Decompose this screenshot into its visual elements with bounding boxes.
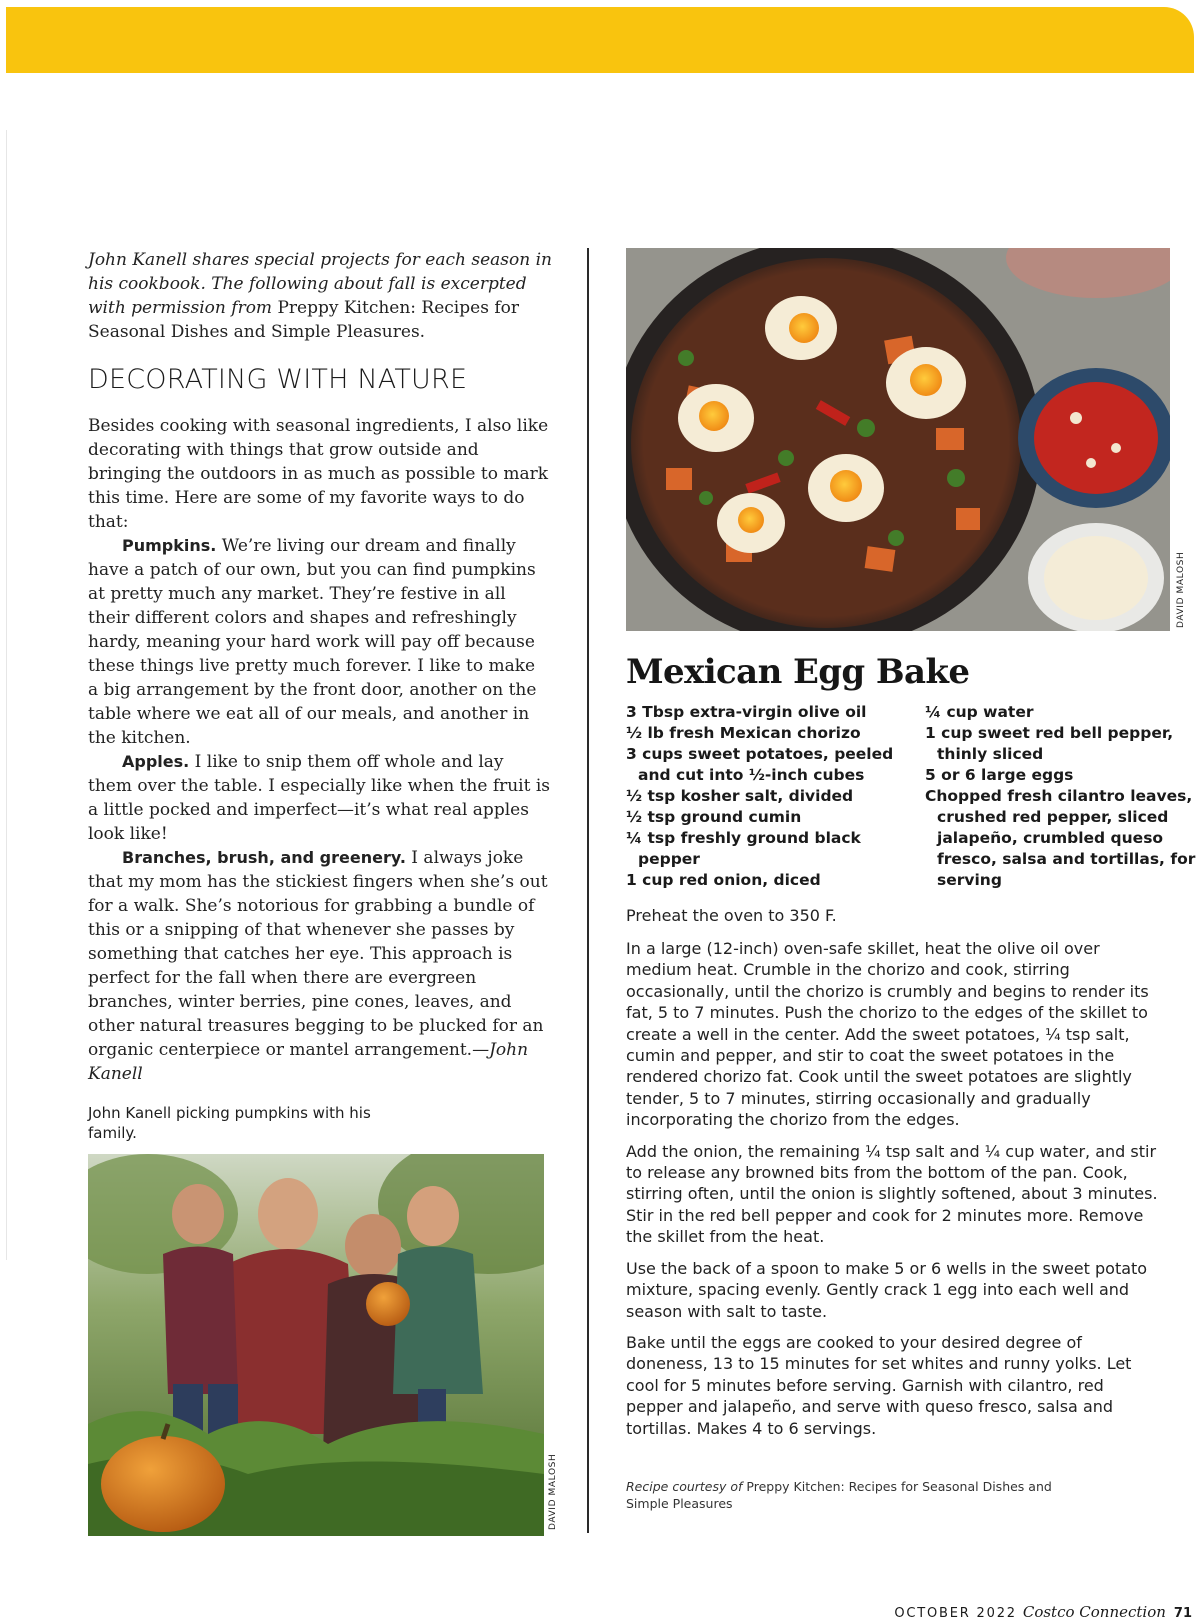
- ingredients-list-right: [925, 702, 1200, 891]
- apples-lead: Apples.: [122, 752, 190, 771]
- family-pumpkin-photo: [88, 1154, 544, 1536]
- photo-credit-food: DAVID MALOSH: [1176, 551, 1186, 628]
- recipe-step: In a large (12-inch) oven-safe skillet, heat the olive oil over medium heat. Crumble in the chorizo and cook, stirring occasionally, until the chorizo is crumbly and begins to render its fat, 5 to 7 minutes. Push the chorizo to the edges of the skillet to create a well in the center. Add the sweet potatoes, ¼ tsp salt, cumin and pepper, and stir to coat the sweet potatoes in the rendered chorizo fat. Cook until the sweet potatoes are slightly tender, 5 to 7 minutes, stirring occasionally and gradually incorporating the chorizo from the edges.: [626, 939, 1149, 1130]
- courtesy-prefix: Recipe courtesy of: [626, 1479, 747, 1494]
- body-paragraph-pumpkins: [88, 534, 550, 750]
- footer-magazine-name: Costco Connection: [1022, 1603, 1166, 1621]
- photo-caption: John Kanell picking pumpkins with his family.: [88, 1104, 371, 1142]
- ingredient-item: 1 cup red onion, diced: [626, 871, 821, 889]
- ingredient-item: ½ tsp kosher salt, divided: [626, 787, 854, 805]
- column-divider: [587, 248, 589, 1533]
- article-body: [88, 414, 550, 1086]
- page-footer: [792, 1603, 1192, 1621]
- intro-paragraph: [88, 248, 558, 344]
- ingredient-item: 1 cup sweet red bell pepper, thinly sliced: [925, 724, 1174, 763]
- ingredient-item: Chopped fresh cilantro leaves, crushed red pepper, sliced jalapeño, crumbled queso fresco, salsa and tortillas, for serving: [925, 787, 1196, 889]
- photo-credit-family: DAVID MALOSH: [548, 1453, 558, 1530]
- ingredient-item: 3 cups sweet potatoes, peeled and cut into ½-inch cubes: [626, 745, 894, 784]
- branches-lead: Branches, brush, and greenery.: [122, 848, 406, 867]
- ingredient-item: 5 or 6 large eggs: [925, 766, 1074, 784]
- section-title: DECORATING WITH NATURE: [88, 364, 468, 395]
- pumpkins-lead: Pumpkins.: [122, 536, 217, 555]
- apples-text: I like to snip them off whole and lay them over the table. I especially like when the fruit is a little pocked and imperfect—it’s what real apples look like!: [88, 752, 551, 844]
- egg-bake-photo: [626, 248, 1170, 631]
- preheat-instruction: Preheat the oven to 350 F.: [626, 906, 837, 925]
- recipe-step: Use the back of a spoon to make 5 or 6 wells in the sweet potato mixture, spacing evenly. Gently crack 1 egg into each well and season with salt to taste.: [626, 1258, 1148, 1321]
- ingredient-item: ¼ tsp freshly ground black pepper: [626, 829, 861, 868]
- branches-text: I always joke that my mom has the stickiest fingers when she’s out for a walk. She’s notorious for grabbing a bundle of this or a snipping of that whenever she passes by something that catches her eye. This approach is perfect for the fall when there are evergreen branches, winter berries, pine cones, leaves, and other natural treasures begging to be plucked for an organic centerpiece or mantel arrangement.: [88, 848, 548, 1060]
- body-paragraph-branches: [88, 846, 550, 1086]
- recipe-step: Bake until the eggs are cooked to your desired degree of doneness, 13 to 15 minutes for set whites and runny yolks. Let cool for 5 minutes before serving. Garnish with cilantro, red pepper and jalapeño, and serve with queso fresco, salsa and tortillas. Makes 4 to 6 servings.: [626, 1332, 1132, 1438]
- recipe-courtesy: [626, 1478, 1096, 1512]
- ingredient-item: ½ tsp ground cumin: [626, 808, 802, 826]
- body-paragraph-apples: [88, 750, 550, 846]
- intro-book-title: Preppy Kitchen: Recipes for Seasonal Dishes and Simple Pleasures.: [88, 298, 519, 342]
- author-signature: —John Kanell: [88, 1040, 529, 1084]
- recipe-steps: [626, 938, 1158, 1449]
- courtesy-source: Preppy Kitchen: Recipes for Seasonal Dishes and Simple Pleasures: [626, 1479, 1052, 1511]
- ingredient-item: ½ lb fresh Mexican chorizo: [626, 724, 861, 742]
- header-color-band: [6, 7, 1194, 73]
- intro-text: John Kanell shares special projects for each season in his cookbook. The following about fall is excerpted with permission from: [88, 250, 552, 318]
- ingredients-list-left: [626, 702, 926, 891]
- footer-issue-date: OCTOBER 2022: [894, 1606, 1017, 1621]
- recipe-step: Add the onion, the remaining ¼ tsp salt and ¼ cup water, and stir to release any browned bits from the bottom of the pan. Cook, stirring often, until the onion is slightly softened, about 3 minutes. Stir in the red bell pepper and cook for 2 minutes more. Remove the skillet from the heat.: [626, 1141, 1158, 1247]
- page-number: 71: [1173, 1606, 1192, 1621]
- page-edge-rule: [6, 130, 7, 1260]
- body-paragraph-intro: Besides cooking with seasonal ingredients, I also like decorating with things that grow outside and bringing the outdoors in as much as possible to mark this time. Here are some of my favorite ways to do that:: [88, 416, 549, 532]
- ingredient-item: 3 Tbsp extra-virgin olive oil: [626, 703, 867, 721]
- ingredient-item: ¼ cup water: [925, 703, 1034, 721]
- recipe-title: Mexican Egg Bake: [626, 652, 970, 692]
- pumpkins-text: We’re living our dream and finally have a patch of our own, but you can find pumpkins at pretty much any market. They’re festive in all their different colors and shapes and refreshingly hardy, meaning your hard work will pay off because these things live pretty much forever. I like to make a big arrangement by the front door, another on the table where we eat all of our meals, and another in the kitchen.: [88, 536, 537, 748]
